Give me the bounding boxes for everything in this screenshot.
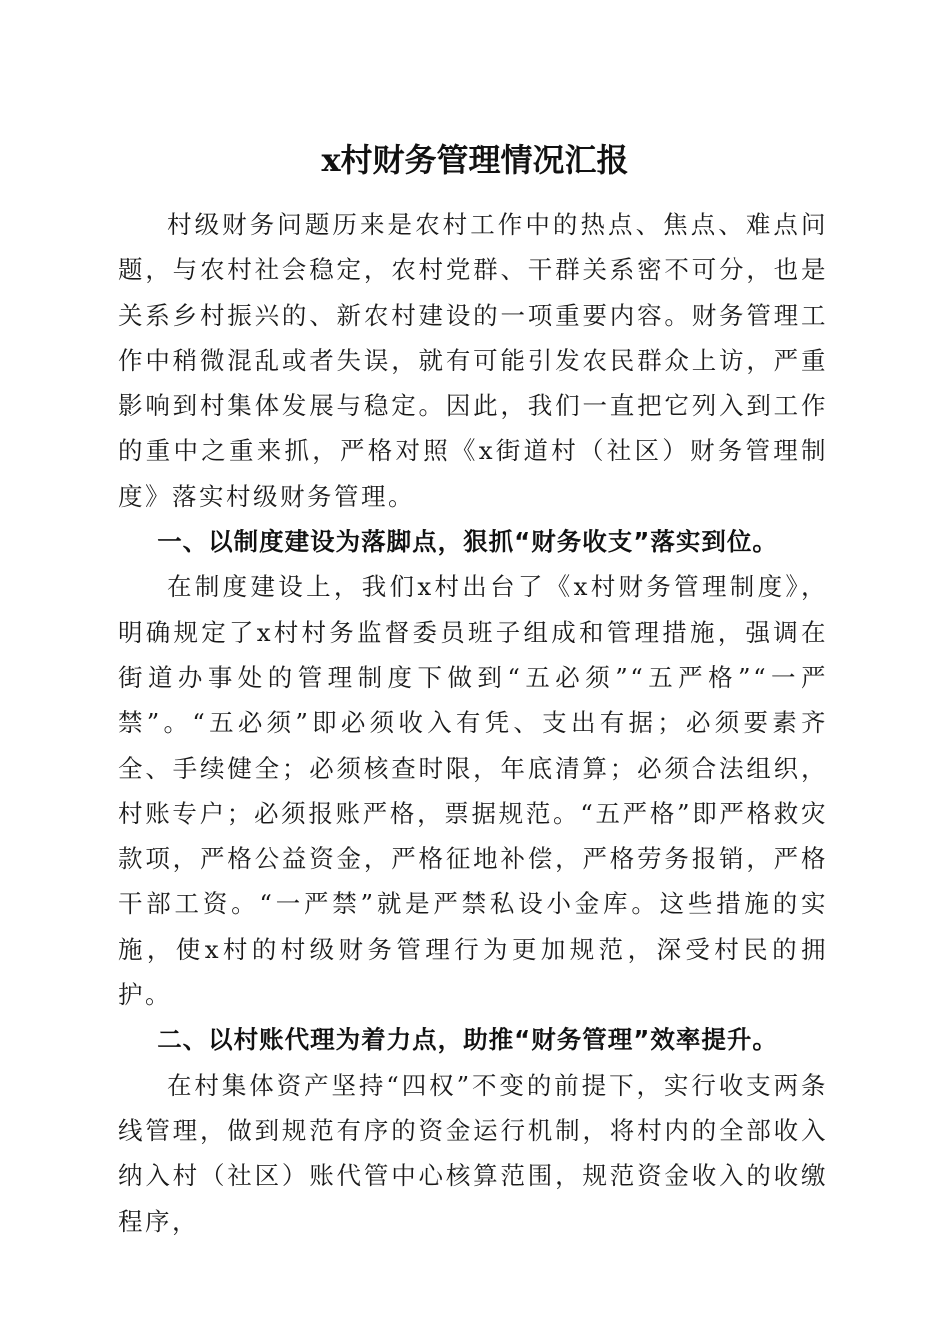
section-heading-1: 一、以制度建设为落脚点，狠抓“财务收支”落实到位。 bbox=[157, 527, 778, 557]
document-body bbox=[118, 202, 828, 1244]
section-body-2: 在村集体资产坚持“四权”不变的前提下，实行收支两条线管理，做到规范有序的资金运行机制，将村内的全部收入纳入村（社区）账代管中心核算范围，规范资金收入的收缴程序， bbox=[118, 1070, 828, 1236]
document-title: x村财务管理情况汇报 bbox=[321, 141, 629, 179]
section-body-1: 在制度建设上，我们x村出台了《x村财务管理制度》，明确规定了x村村务监督委员班子组成和管理措施，强调在街道办事处的管理制度下做到“五必须”“五严格”“一严禁”。“五必须”即必须收入有凭、支出有据；必须要素齐全、手续健全；必须核查时限，年底清算；必须合法组织，村账专户；必须报账严格，票据规范。“五严格”即严格救灾款项，严格公益资金，严格征地补偿，严格劳务报销，严格干部工资。“一严禁”就是严禁私设小金库。这些措施的实施，使x村的村级财务管理行为更加规范，深受村民的拥护。 bbox=[118, 572, 828, 1010]
section-heading-2: 二、以村账代理为着力点，助推“财务管理”效率提升。 bbox=[157, 1025, 778, 1055]
intro-paragraph: 村级财务问题历来是农村工作中的热点、焦点、难点问题，与农村社会稳定，农村党群、干群关系密不可分，也是关系乡村振兴的、新农村建设的一项重要内容。财务管理工作中稍微混乱或者失误，就有可能引发农民群众上访，严重影响到村集体发展与稳定。因此，我们一直把它列入到工作的重中之重来抓，严格对照《x街道村（社区）财务管理制度》落实村级财务管理。 bbox=[118, 210, 828, 511]
